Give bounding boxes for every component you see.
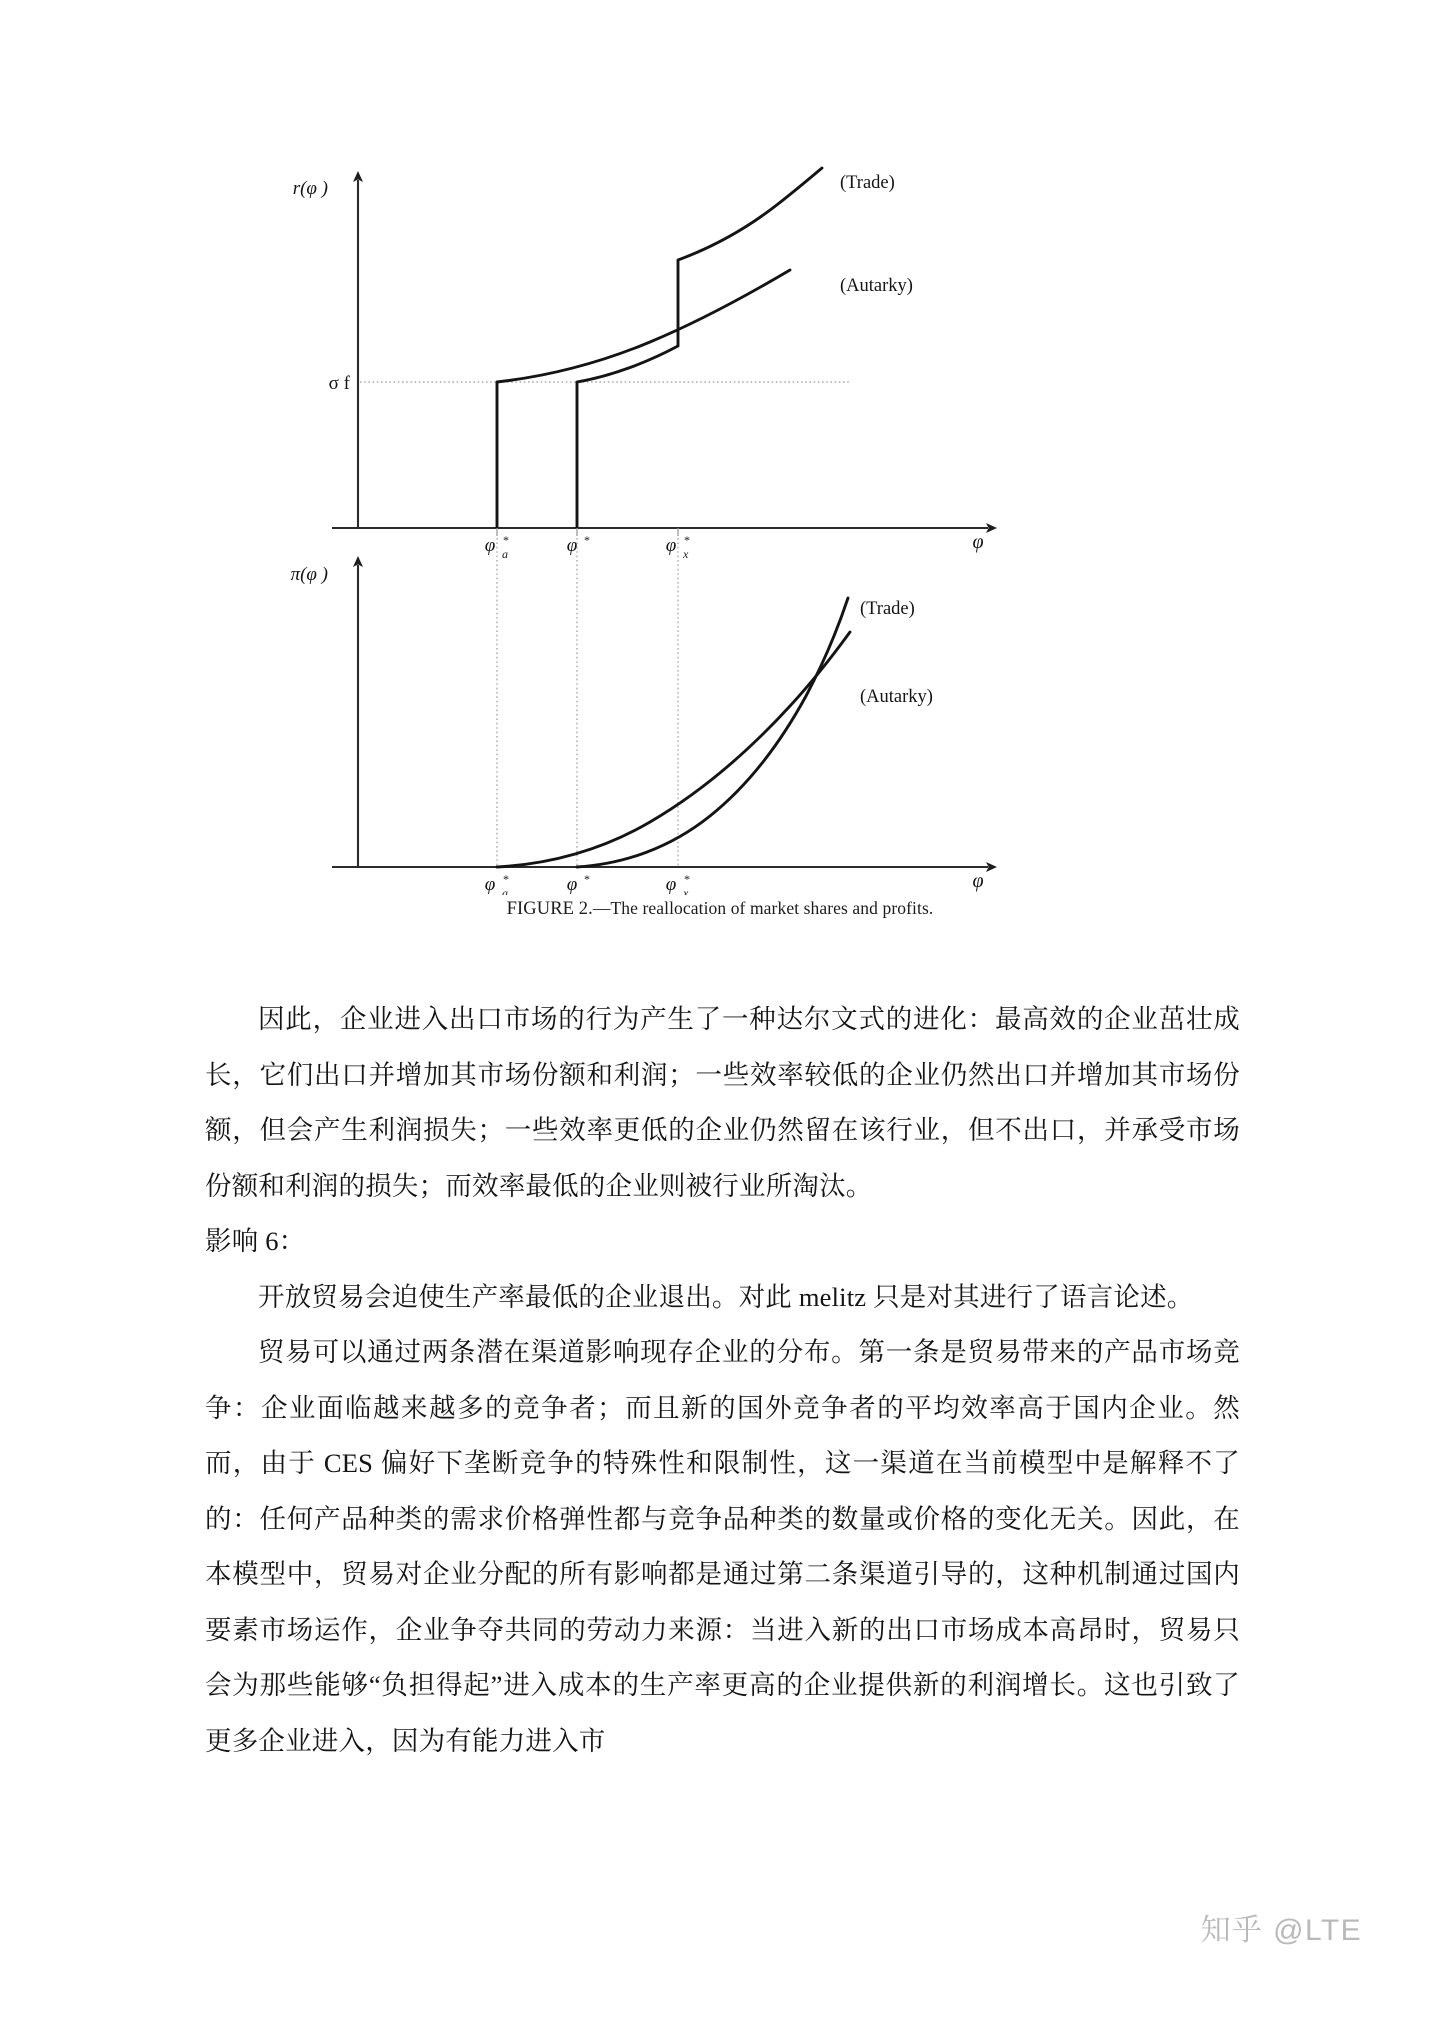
- svg-text:φ: φ: [665, 535, 677, 556]
- lower-y-axis-label: π(φ ): [290, 564, 328, 585]
- svg-text:x: x: [683, 886, 689, 895]
- svg-text:a: a: [502, 547, 508, 561]
- document-body: [205, 992, 1240, 1769]
- paragraph-1: 因此，企业进入出口市场的行为产生了一种达尔文式的进化：最高效的企业茁壮成长，它们出口并增加其市场份额和利润；一些效率较低的企业仍然出口并增加其市场份额，但会产生利润损失；一些效率更低的企业仍然留在该行业，但不出口，并承受市场份额和利润的损失；而效率最低的企业则被行业所淘汰。: [205, 1004, 1240, 1201]
- figure-caption: [150, 898, 1290, 920]
- upper-y-axis-label: r(φ ): [292, 178, 328, 199]
- zhihu-watermark: 知乎 @LTE: [1200, 1914, 1362, 1947]
- upper-trade-curve-upper: [678, 168, 822, 260]
- lower-autarky-label: (Autarky): [860, 687, 933, 707]
- lower-tick-phi-x: [666, 872, 690, 895]
- upper-x-axis-label: φ: [972, 531, 984, 553]
- lower-tick-phi-a: [485, 872, 509, 895]
- svg-text:*: *: [503, 533, 509, 547]
- svg-text:*: *: [684, 533, 690, 547]
- svg-text:φ: φ: [566, 874, 578, 895]
- svg-text:*: *: [684, 872, 690, 886]
- figure-caption-prefix: FIGURE 2.: [506, 899, 593, 919]
- paragraph-3: 开放贸易会迫使生产率最低的企业退出。对此 melitz 只是对其进行了语言论述。: [258, 1281, 1194, 1312]
- svg-text:*: *: [503, 872, 509, 886]
- svg-text:x: x: [683, 547, 689, 561]
- svg-text:*: *: [584, 533, 590, 547]
- upper-tick-phi: [567, 533, 590, 556]
- paragraph-2: 影响 6：: [205, 1226, 306, 1256]
- reallocation-diagram: [150, 150, 1290, 895]
- lower-autarky-curve: [497, 632, 850, 867]
- upper-panel: [293, 168, 988, 561]
- svg-text:φ: φ: [566, 535, 578, 556]
- sigma-f-label: σ f: [328, 373, 350, 394]
- svg-text:a: a: [502, 886, 508, 895]
- figure-2: [150, 150, 1290, 940]
- paragraph-4: 贸易可以通过两条潜在渠道影响现存企业的分布。第一条是贸易带来的产品市场竞争：企业面临越来越多的竞争者；而且新的国外竞争者的平均效率高于国内企业。然而，由于 CES 偏好下垄断竞争的特殊性和限制性，这一渠道在当前模型中是解释不了的：任何产品种类的需求价格弹性都与竞争品种类的数量或价格的变化无关。因此，在本模型中，贸易对企业分配的所有影响都是通过第二条渠道引导的，这种机制通过国内要素市场运作，企业争夺共同的劳动力来源：当进入新的出口市场成本高昂时，贸易只会为那些能够“负担得起”进入成本的生产率更高的企业提供新的利润增长。这也引致了更多企业进入，因为有能力进入市: [205, 1337, 1240, 1756]
- upper-autarky-curve: [497, 270, 790, 382]
- lower-panel: [291, 564, 988, 895]
- svg-text:*: *: [584, 872, 590, 886]
- upper-autarky-label: (Autarky): [840, 276, 913, 296]
- figure-graphic: [150, 150, 1290, 895]
- panel-connector-guides: [497, 538, 678, 867]
- lower-tick-phi: [567, 872, 590, 895]
- upper-trade-label: (Trade): [840, 173, 895, 193]
- svg-text:φ: φ: [484, 874, 496, 895]
- svg-text:φ: φ: [484, 535, 496, 556]
- figure-caption-text: —The reallocation of market shares and profits.: [592, 898, 934, 918]
- svg-text:φ: φ: [665, 874, 677, 895]
- lower-x-axis-label: φ: [972, 870, 984, 892]
- lower-trade-curve: [577, 598, 848, 867]
- lower-trade-label: (Trade): [860, 599, 915, 619]
